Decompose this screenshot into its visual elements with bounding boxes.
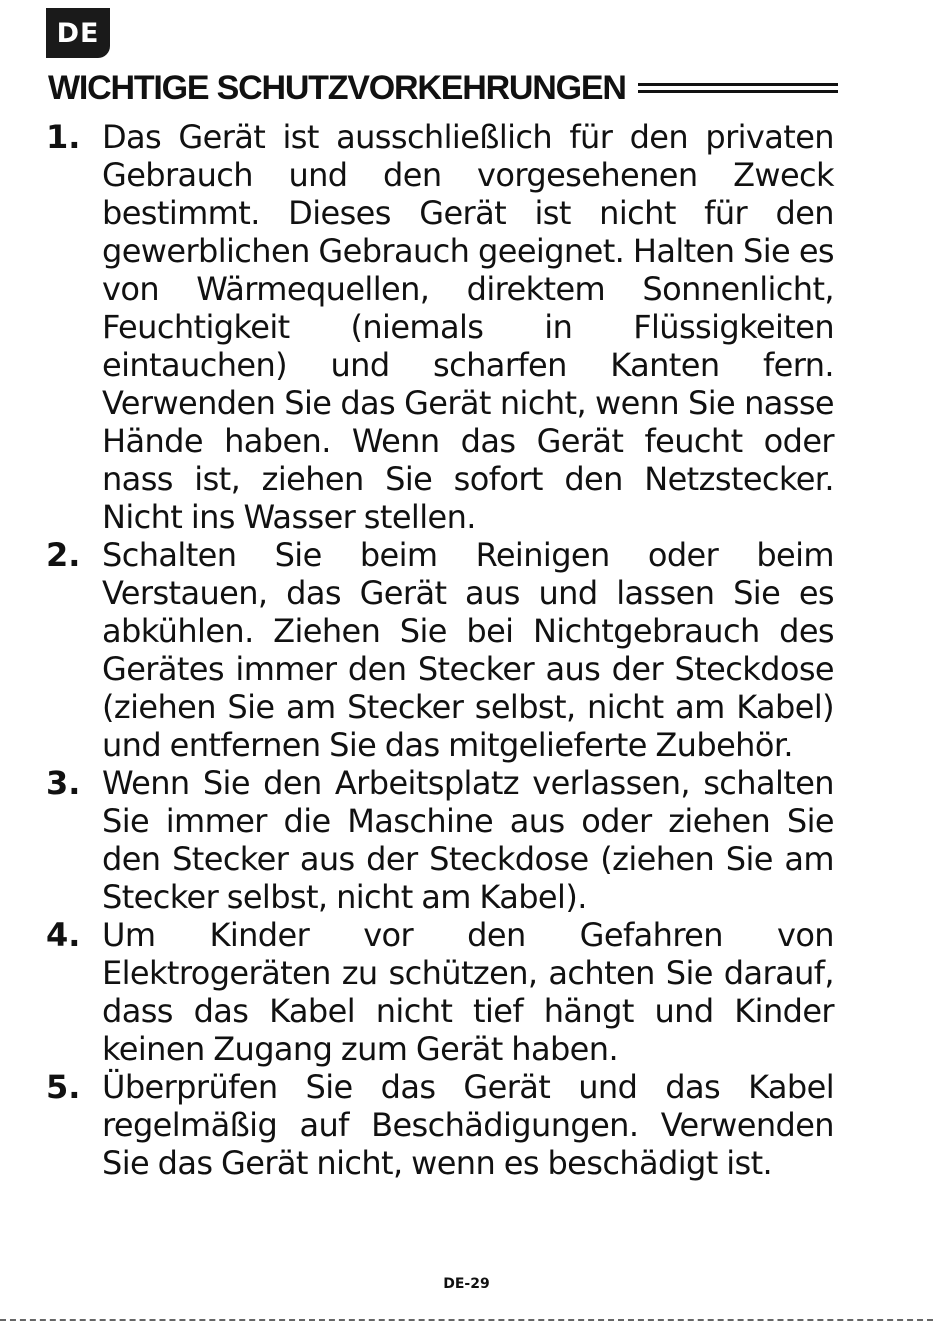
safety-instructions-list — [46, 118, 834, 1182]
item-text: Überprüfen Sie das Gerät und das Kabel regelmäßig auf Beschädigungen. Verwenden Sie das Gerät nicht, wenn es beschädigt ist. — [102, 1068, 834, 1182]
list-item — [46, 764, 834, 916]
list-item — [46, 1068, 834, 1182]
item-number: 2. — [46, 536, 81, 574]
item-text: Wenn Sie den Arbeitsplatz verlassen, schalten Sie immer die Maschine aus oder ziehen Sie den Stecker aus der Steckdose (ziehen Sie am Stecker selbst, nicht am Kabel). — [102, 764, 834, 916]
item-text: Um Kinder vor den Gefahren von Elektrogeräten zu schützen, achten Sie darauf, dass das Kabel nicht tief hängt und Kinder keinen Zugang zum Gerät haben. — [102, 916, 834, 1068]
item-text: Schalten Sie beim Reinigen oder beim Verstauen, das Gerät aus und lassen Sie es abkühlen. Ziehen Sie bei Nichtgebrauch des Gerätes immer den Stecker aus der Steckdose (ziehen Sie am Stecker selbst, nicht am Kabel) und entfernen Sie das mitgelieferte Zubehör. — [102, 536, 834, 764]
list-item — [46, 916, 834, 1068]
heading-row — [48, 64, 838, 112]
page-bottom-divider — [0, 1319, 933, 1321]
item-number: 1. — [46, 118, 81, 156]
language-badge: DE — [46, 8, 110, 58]
page-title: WICHTIGE SCHUTZVORKEHRUNGEN — [48, 68, 626, 107]
list-item — [46, 536, 834, 764]
list-item — [46, 118, 834, 536]
page-number: DE-29 — [443, 1276, 490, 1292]
heading-double-rule — [638, 81, 838, 95]
item-number: 5. — [46, 1068, 81, 1106]
item-number: 4. — [46, 916, 81, 954]
item-text: Das Gerät ist ausschließlich für den privaten Gebrauch und den vorgesehenen Zweck bestimmt. Dieses Gerät ist nicht für den gewerblichen Gebrauch geeignet. Halten Sie es von Wärmequellen, direktem Sonnenlicht, Feuchtigkeit (niemals in Flüssigkeiten eintauchen) und scharfen Kanten fern. Verwenden Sie das Gerät nicht, wenn Sie nasse Hände haben. Wenn das Gerät feucht oder nass ist, ziehen Sie sofort den Netzstecker. Nicht ins Wasser stellen. — [102, 118, 834, 536]
item-number: 3. — [46, 764, 81, 802]
